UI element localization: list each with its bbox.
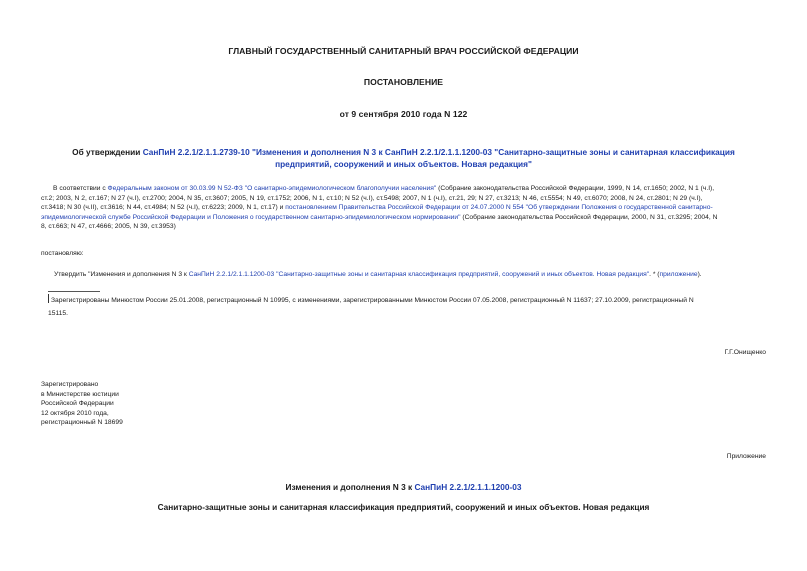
footnote-separator [48,291,100,292]
signature: Г.Г.Онищенко [724,349,766,356]
title-prefix: Об утверждении [72,147,143,157]
title-sanpin-link[interactable]: СанПиН 2.2.1/2.1.1.2739-10 "Изменения и дополнения N 3 к СанПиН 2.2.1/2.1.1.1200-03 "Санитарно-защитные зоны и санитарная классификация [142,147,735,157]
document-title [0,147,807,170]
approve-sanpin-link[interactable]: СанПиН 2.2.1/2.1.1.1200-03 "Санитарно-защитные зоны и санитарная классификация предприятий, сооружений и иных объектов. Новая редакция" [188,271,650,278]
government-decree-link-continued[interactable]: эпидемиологической службе Российской Федерации и Положения о государственном санитарно-эпидемиологическом нормировании" [41,213,461,221]
issuing-authority: ГЛАВНЫЙ ГОСУДАРСТВЕННЫЙ САНИТАРНЫЙ ВРАЧ РОССИЙСКОЙ ФЕДЕРАЦИИ [228,46,579,56]
appendix-title: Изменения и дополнения N 3 к СанПиН 2.2.1/2.1.1.1200-03 [285,482,522,492]
title-sanpin-link-continued[interactable]: предприятий, сооружений и иных объектов. Новая редакция" [275,158,532,169]
document-date-number: от 9 сентября 2010 года N 122 [339,109,468,119]
government-decree-link[interactable]: постановлением Правительства Российской Федерации от 24.07.2000 N 554 "Об утверждении Положения о государственной санитарно- [285,204,713,212]
appendix-sanpin-link[interactable]: СанПиН 2.2.1/2.1.1.1200-03 [414,482,522,492]
appendix-label: Приложение [726,453,766,460]
appendix-link[interactable]: приложение [659,271,698,278]
appendix-subtitle: Санитарно-защитные зоны и санитарная классификация предприятий, сооружений и иных объектов. Новая редакция [157,502,650,512]
approve-paragraph: Утвердить "Изменения и дополнения N 3 к СанПиН 2.2.1/2.1.1.1200-03 "Санитарно-защитные зоны и санитарная классификация предприятий, сооружений и иных объектов. Новая редакция". * (приложение). [54,271,702,278]
footnote: Зарегистрированы Минюстом России 25.01.2008, регистрационный N 10995, с изменениями, зарегистрированными Минюстом России 07.05.2008, регистрационный N 11637; 27.10.2009, регистрационный N 15115. [48,294,788,320]
footnote-marker [48,294,49,303]
federal-law-link[interactable]: Федеральным законом от 30.03.99 N 52-ФЗ "О санитарно-эпидемиологическом благополучии населения" [107,185,437,192]
registration-block: Зарегистрировано в Министерстве юстиции Российской Федерации 12 октября 2010 года, регистрационный N 18699 [41,381,123,427]
preamble-paragraph: В соответствии с Федеральным законом от 30.03.99 N 52-ФЗ "О санитарно-эпидемиологическом благополучии населения" (Собрание законодательства Российской Федерации, 1999, N 14, ст.1650; 2002, N 1 (ч.I), ст.2; 2003, N 2, ст.167; N 27 (ч.I), ст.2700; 2004, N 35, ст.3607; 2005, N 19, ст.1752; 2006, N 1, ст.10; N 52 (ч.I), ст.5498; 2007, N 1 (ч.I), ст.21, 29; N 27, ст.3213; N 46, ст.5554; N 49, ст.6070; 2008, N 24, ст.2801; N 29 (ч.I), ст.3418; N 30 (ч.II), ст.3616; N 44, ст.4984; N 52 (ч.I), ст.6223; 2009, N 1, ст.17) и постановлением Правительства Российской Федерации от 24.07.2000 N 554 "Об утверждении Положения о государственной санитарно- эпидемиологической службе Российской Федерации и Положения о государственном санитарно-эпидемиологическом нормировании" (Собрание законодательства Российской Федерации, 2000, N 31, ст.3295; 2004, N 8, ст.663; N 47, ст.4666; 2005, N 39, ст.3953) [41,185,718,231]
document-type: ПОСТАНОВЛЕНИЕ [363,77,444,87]
resolve-word: постановляю: [41,250,84,257]
